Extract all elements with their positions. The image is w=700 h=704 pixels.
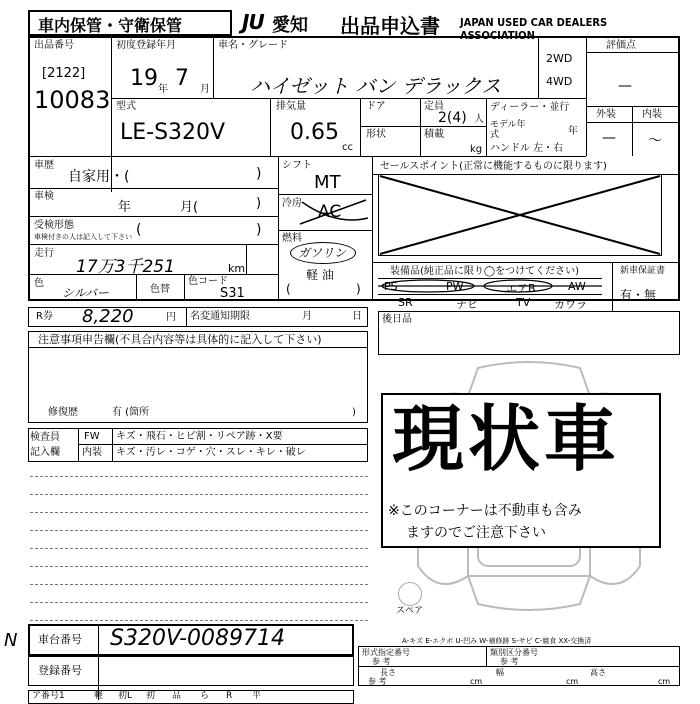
model-year-label: モデル年式 [490,120,526,140]
history-label: 車歴 [34,160,54,171]
drive-2wd: 2WD [546,52,573,65]
rating-int-label: 内装 [642,109,662,120]
equipment-circle-marks-icon [378,278,602,294]
rating-label: 評価点 [606,40,636,51]
car-name-value: ハイゼット バン デラックス [250,74,502,98]
inspection-month: 月( [180,200,199,215]
reg-number-label: 登録番号 [38,664,82,677]
dim-height: 高さ [590,668,606,677]
inspected-close: ) [256,222,262,238]
repair-value: 有 (箇所 [112,407,150,418]
dim-width: 幅 [496,668,504,677]
dim-length-unit: cm [470,677,483,686]
dim-length: 長さ [380,668,396,677]
fuel-value: ガソリン [298,246,347,260]
fuel-close: ) [356,282,361,296]
fuel-open: ( [286,282,291,296]
checker-fw: FW [84,431,100,442]
spare-circle [398,582,422,606]
sales-point-label: セールスポイント(正常に機能するものに限ります) [380,161,607,172]
shift-label: シフト [282,160,312,171]
history-close: ) [256,166,262,182]
color-code-label: 色コード [188,276,228,287]
damage-legend: A-キズ E-エクボ U-凹み W-補修跡 S-サビ C-腐食 XX-交換済 [402,637,592,645]
registration-month: 7 [175,66,189,91]
inspected-note: 車検付きの人は記入して下さい [34,233,132,241]
rating-ext-label: 外装 [596,109,616,120]
load-label: 積載 [424,129,444,140]
rear-items-label: 後日品 [382,314,412,325]
sales-point-cross-icon [378,174,662,256]
repair-label: 修復歴 [48,407,78,418]
checker-label-2: 記入欄 [30,447,60,458]
lot-number: 10083 [34,86,111,114]
new-warranty-label: 新車保証書 [620,266,666,276]
color-label: 色 [34,278,44,289]
recycle-label: R券 [36,311,53,322]
bottom-cell-1: ア番号1 [32,691,65,701]
class-no-label: 類別区分番号 [490,648,538,657]
checker-label-1: 検査員 [30,432,60,443]
bottom-cell-4: 初 [146,691,156,701]
drive-4wd: 4WD [546,75,573,88]
equip-airbag: エアB [506,282,536,295]
form-title: 出品申込書 [340,14,440,38]
color-value: シルバー [62,286,109,300]
bottom-cell-2: 軽 [94,691,104,701]
displacement-value: 0.65 [290,120,339,145]
registration-year-unit: 年 [158,84,168,95]
inspected-label: 受検形態 [34,220,74,231]
equipment-label: 装備品(純正品に限り◯をつけてください) [390,266,579,277]
notes-label: 注意事項申告欄(不具合内容等は具体的に記入して下さい) [38,333,322,346]
lot-sub: [2122] [42,66,86,81]
inspection-label: 車検 [34,191,54,202]
rating-int-value: 〜 [648,133,662,149]
cooling-value: AC [318,202,342,222]
equip-aw: AW [568,280,586,293]
bottom-row-box [28,690,354,704]
class-no-ref: 参 考 [500,657,519,666]
notice-label: 名変通知期限 [190,311,250,322]
chassis-label: 車台番号 [38,633,82,646]
displacement-label: 排気量 [276,101,306,112]
stamp-note-2: ますのでご注意下さい [406,525,546,541]
fuel-label: 燃料 [282,233,302,244]
inspected-open: ( [136,222,142,238]
recycle-value: 8,220 [82,306,134,327]
storage-label: 車内保管・守衛保管 [38,16,183,35]
ju-logo: JU [242,10,264,34]
capacity-label: 定員 [424,101,444,112]
dim-width-unit: cm [566,677,579,686]
mileage-label: 走行 [34,248,54,259]
inspection-year: 年 [118,200,132,215]
rating-ext-value: — [602,130,616,146]
equip-ps: PS [384,280,398,293]
notice-day: 日 [352,311,362,322]
model-label: 型式 [116,101,136,112]
chassis-value: S320V-0089714 [110,626,286,651]
car-name-label: 車名・グレード [218,40,288,51]
handle-label: ハンドル 左・右 [490,143,564,154]
notice-month: 月 [302,311,312,322]
bottom-cell-3: 初L [118,691,133,701]
new-warranty-value: 有・無 [620,288,657,302]
lot-label: 出品番号 [34,40,74,51]
load-unit: kg [470,144,483,155]
doors-label: ドア [366,101,386,112]
dealer-label: ディーラー・並行 [490,102,570,113]
shift-value: MT [314,172,341,193]
spare-label: スペア [396,606,424,616]
english-title: JAPAN USED CAR DEALERS ASSOCIATION [460,16,608,42]
bottom-cell-8: 平 [252,691,262,701]
org-name: 愛知 [272,15,308,36]
rear-items-box [378,311,680,355]
registration-label: 初度登録年月 [116,40,176,51]
stamp-main: 現状車 [392,397,621,481]
equip-sr: SR [398,296,413,309]
mileage-value: 17万3千251 [76,257,175,277]
capacity-unit: 人 [474,114,484,125]
chassis-mark: N [4,630,18,651]
checker-int: 内装 [82,447,102,458]
cooling-label: 冷房 [282,198,302,209]
equip-tv: TV [516,296,531,309]
bottom-cell-6: ら [200,691,210,701]
type-no-ref: 参 考 [372,657,391,666]
type-no-label: 形式指定番号 [362,648,410,657]
stamp-note-1: ※このコーナーは不動車も含み [388,503,582,519]
model-value: LE-S320V [120,120,226,145]
inspection-close: ) [256,196,262,211]
equip-navi: ナビ [456,298,478,311]
equip-kawara: カワラ [554,298,587,311]
checker-fw-items: キズ・飛石・ヒビ割・リペア跡・X要 [116,431,283,442]
recycle-unit: 円 [166,312,176,323]
color-code-value: S31 [220,286,245,301]
rating-value: — [618,78,632,94]
repair-close: ) [352,407,356,418]
paint-label: 色替 [150,284,170,295]
checker-int-items: キズ・汚レ・コゲ・穴・スレ・キレ・破レ [116,447,306,458]
bottom-cell-7: R [226,691,233,701]
mileage-unit: km [228,262,246,275]
dim-ref: 参 考 [368,677,387,686]
history-value: 自家用・( [68,169,130,185]
dim-height-unit: cm [658,677,671,686]
bottom-cell-5: 品 [172,691,182,701]
registration-month-unit: 月 [200,84,210,95]
registration-year: 19 [130,66,158,91]
displacement-unit: cc [342,142,353,153]
capacity-value: 2(4) [438,110,467,126]
equip-pw: PW [446,280,464,293]
shape-label: 形状 [366,129,386,140]
model-year-unit: 年 [568,126,578,137]
fuel-diesel: 軽 油 [306,268,334,282]
